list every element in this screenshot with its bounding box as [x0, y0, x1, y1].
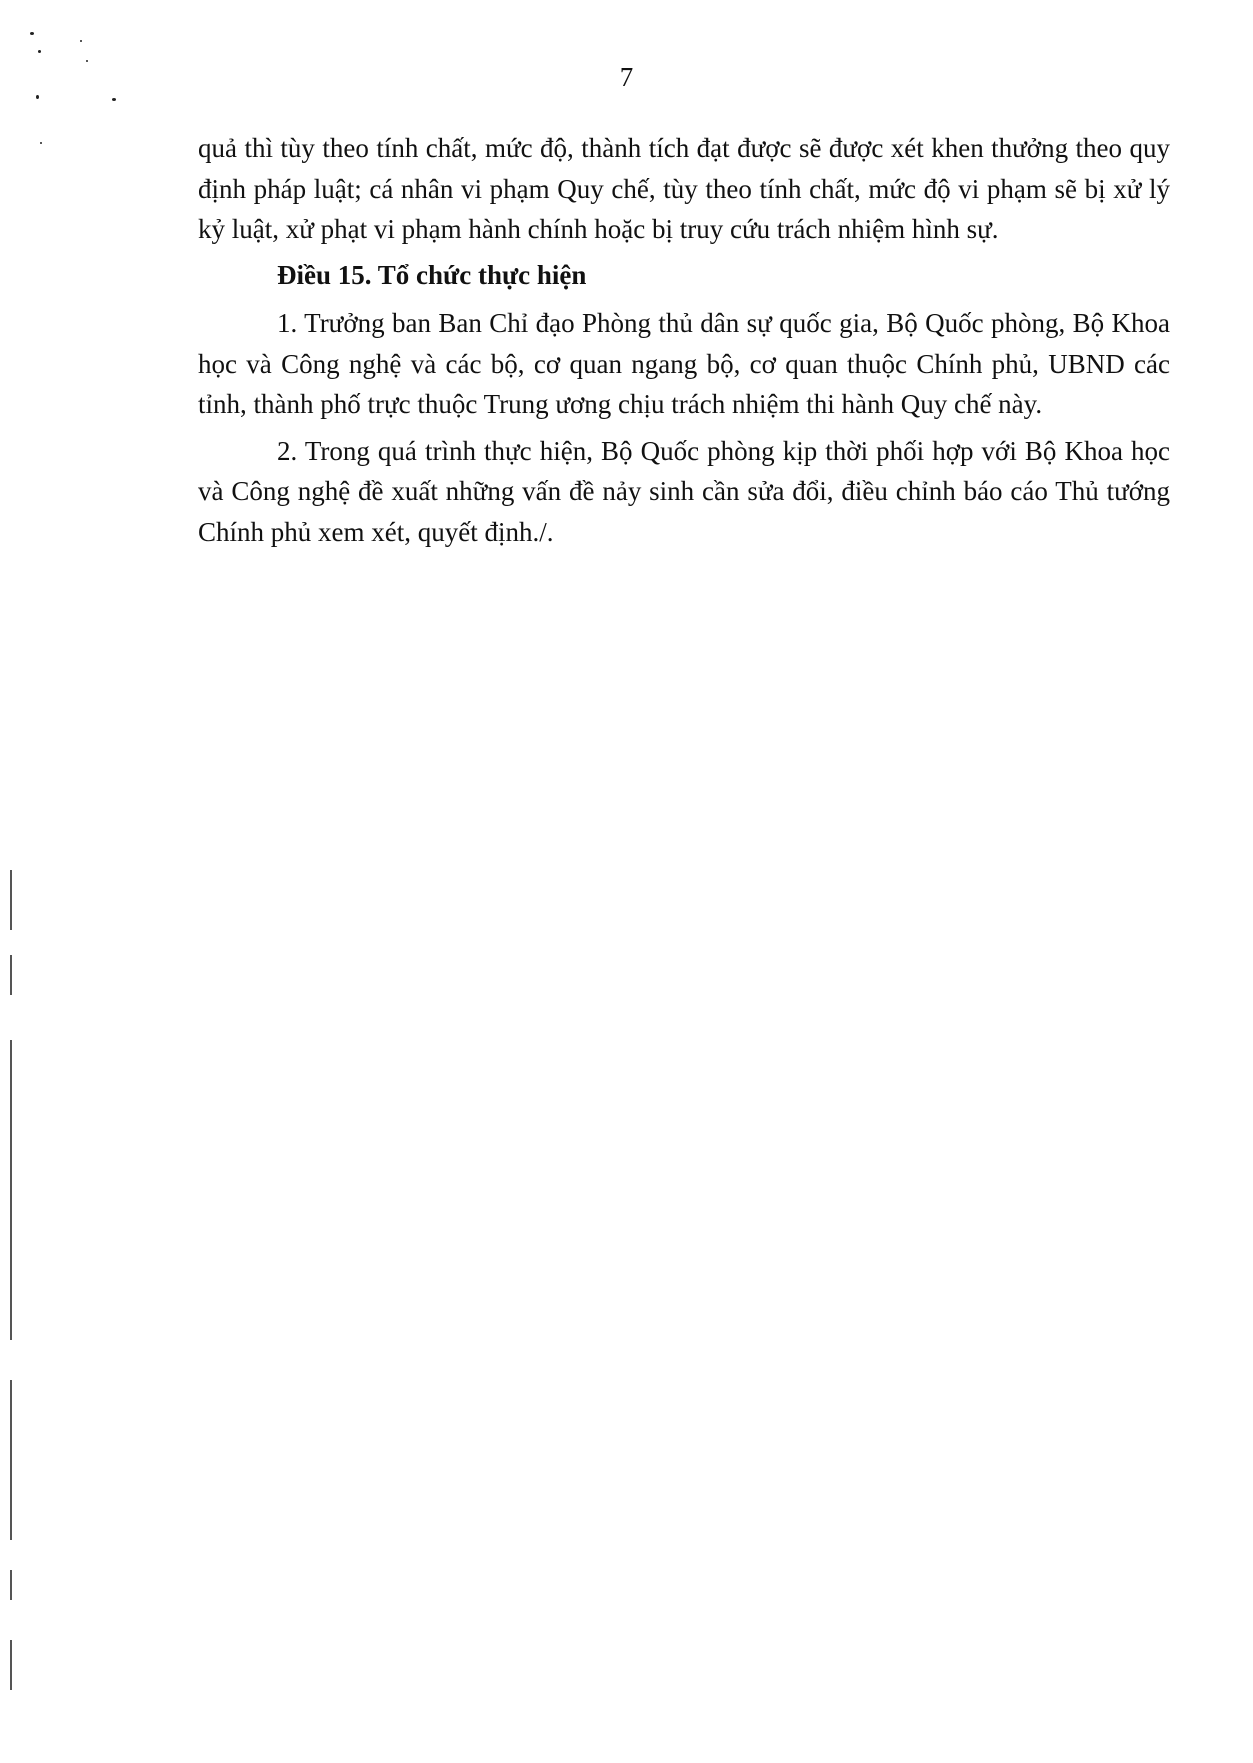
scan-margin-line — [10, 870, 12, 930]
scan-speck — [30, 32, 34, 35]
page-number: 7 — [619, 62, 634, 92]
scan-speck — [40, 142, 42, 144]
paragraph-clause-2: 2. Trong quá trình thực hiện, Bộ Quốc phòng kịp thời phối hợp với Bộ Khoa học và Công nghệ đề xuất những vấn đề nảy sinh cần sửa đổi, điều chỉnh báo cáo Thủ tướng Chính phủ xem xét, quyết định./. — [198, 435, 1170, 547]
scan-speck — [36, 95, 39, 99]
document-body — [198, 128, 1170, 552]
scan-speck — [112, 98, 116, 101]
scan-margin-line — [10, 1380, 12, 1540]
scan-margin-line — [10, 1570, 12, 1600]
paragraph-clause-1: 1. Trưởng ban Ban Chỉ đạo Phòng thủ dân sự quốc gia, Bộ Quốc phòng, Bộ Khoa học và Công nghệ và các bộ, cơ quan ngang bộ, cơ quan thuộc Chính phủ, UBND các tỉnh, thành phố trực thuộc Trung ương chịu trách nhiệm thi hành Quy chế này. — [198, 308, 1170, 419]
scan-margin-line — [10, 1040, 12, 1340]
scan-speck — [80, 40, 82, 42]
article-heading: Điều 15. Tổ chức thực hiện — [277, 259, 587, 290]
scan-speck — [38, 50, 41, 53]
paragraph-continuation: quả thì tùy theo tính chất, mức độ, thành tích đạt được sẽ được xét khen thưởng theo quy định pháp luật; cá nhân vi phạm Quy chế, tùy theo tính chất, mức độ vi phạm sẽ bị xử lý kỷ luật, xử phạt vi phạm hành chính hoặc bị truy cứu trách nhiệm hình sự. — [198, 133, 1170, 244]
scan-margin-line — [10, 1640, 12, 1690]
scan-margin-line — [10, 955, 12, 995]
